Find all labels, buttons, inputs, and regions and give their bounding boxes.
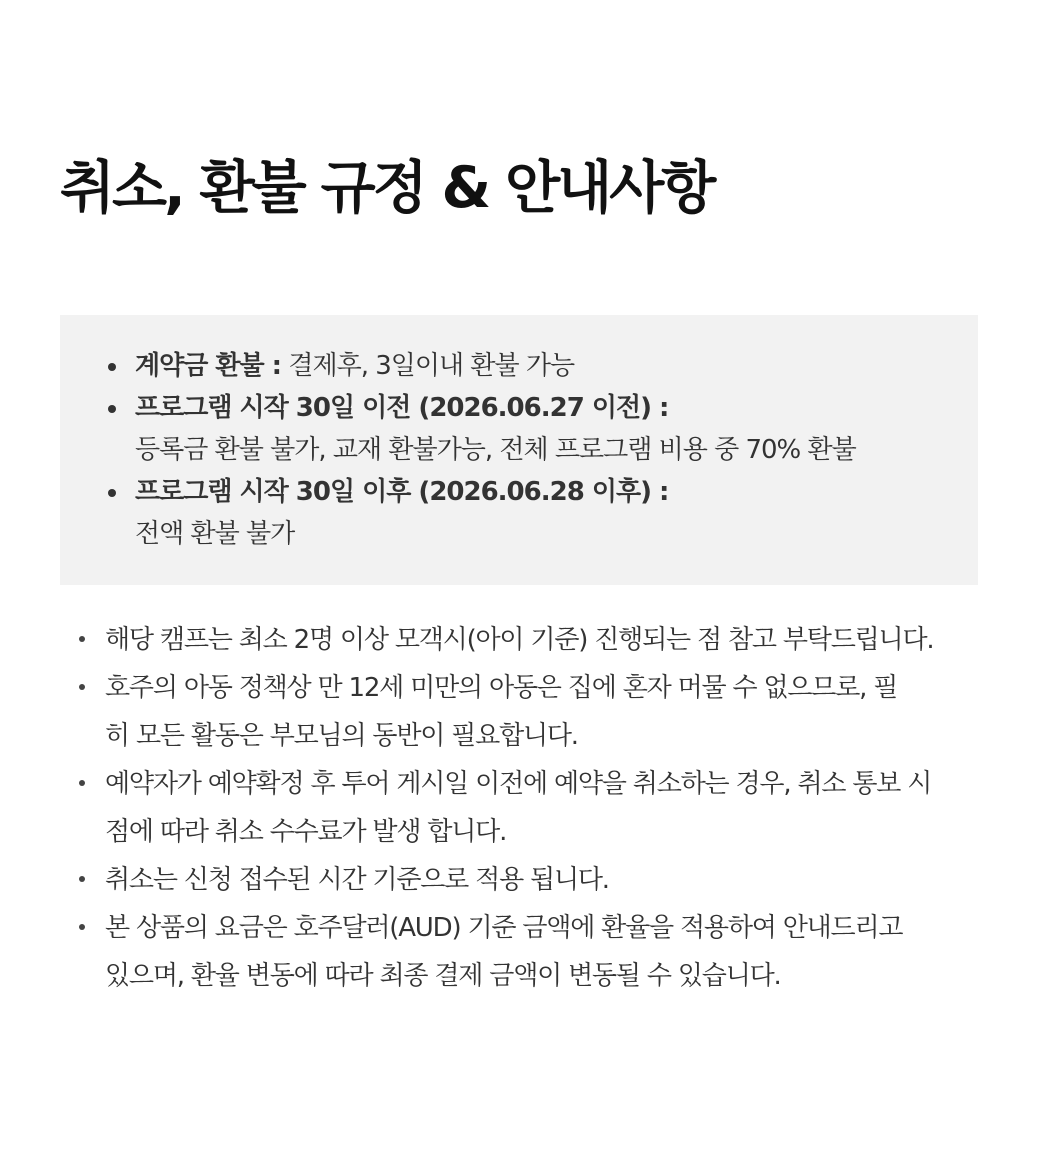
- bullet-icon: [108, 489, 116, 497]
- policy-label: 계약금 환불 :: [135, 351, 282, 381]
- note-text: 히 모든 활동은 부모님의 동반이 필요합니다.: [105, 721, 578, 751]
- note-item-minimum-participants: [60, 616, 990, 664]
- note-text: 예약자가 예약확정 후 투어 게시일 이전에 예약을 취소하는 경우, 취소 통보 시: [105, 769, 932, 799]
- policy-label: 프로그램 시작 30일 이전 (2026.06.27 이전) :: [135, 393, 669, 423]
- note-text: 호주의 아동 정책상 만 12세 미만의 아동은 집에 혼자 머물 수 없으므로, 필: [105, 673, 898, 703]
- note-item-exchange-rate: [60, 904, 990, 1000]
- policy-text: 전액 환불 불가: [135, 519, 295, 549]
- bullet-icon: [79, 876, 85, 882]
- policy-item-before-30-days: [60, 387, 978, 471]
- note-text: 취소는 신청 접수된 시간 기준으로 적용 됩니다.: [105, 865, 609, 895]
- note-text: 있으며, 환율 변동에 따라 최종 결제 금액이 변동될 수 있습니다.: [105, 961, 781, 991]
- page-title: 취소, 환불 규정 & 안내사항: [60, 155, 714, 221]
- notes-list: [60, 616, 990, 1000]
- note-item-cancellation-fee: [60, 760, 990, 856]
- bullet-icon: [108, 363, 116, 371]
- policy-text: 등록금 환불 불가, 교재 환불가능, 전체 프로그램 비용 중 70% 환불: [135, 435, 856, 465]
- bullet-icon: [79, 924, 85, 930]
- policy-label: 프로그램 시작 30일 이후 (2026.06.28 이후) :: [135, 477, 669, 507]
- policy-item-after-30-days: [60, 471, 978, 555]
- refund-policy-list: [60, 345, 978, 555]
- note-text: 점에 따라 취소 수수료가 발생 합니다.: [105, 817, 507, 847]
- note-text: 해당 캠프는 최소 2명 이상 모객시(아이 기준) 진행되는 점 참고 부탁드립니다.: [105, 625, 934, 655]
- bullet-icon: [79, 636, 85, 642]
- bullet-icon: [79, 780, 85, 786]
- policy-item-deposit: [60, 345, 978, 387]
- refund-policy-box: [60, 315, 978, 585]
- bullet-icon: [108, 405, 116, 413]
- policy-text: 결제후, 3일이내 환불 가능: [281, 351, 575, 381]
- note-text: 본 상품의 요금은 호주달러(AUD) 기준 금액에 환율을 적용하여 안내드리고: [105, 913, 903, 943]
- bullet-icon: [79, 684, 85, 690]
- note-item-child-policy: [60, 664, 990, 760]
- note-item-cancellation-time: [60, 856, 990, 904]
